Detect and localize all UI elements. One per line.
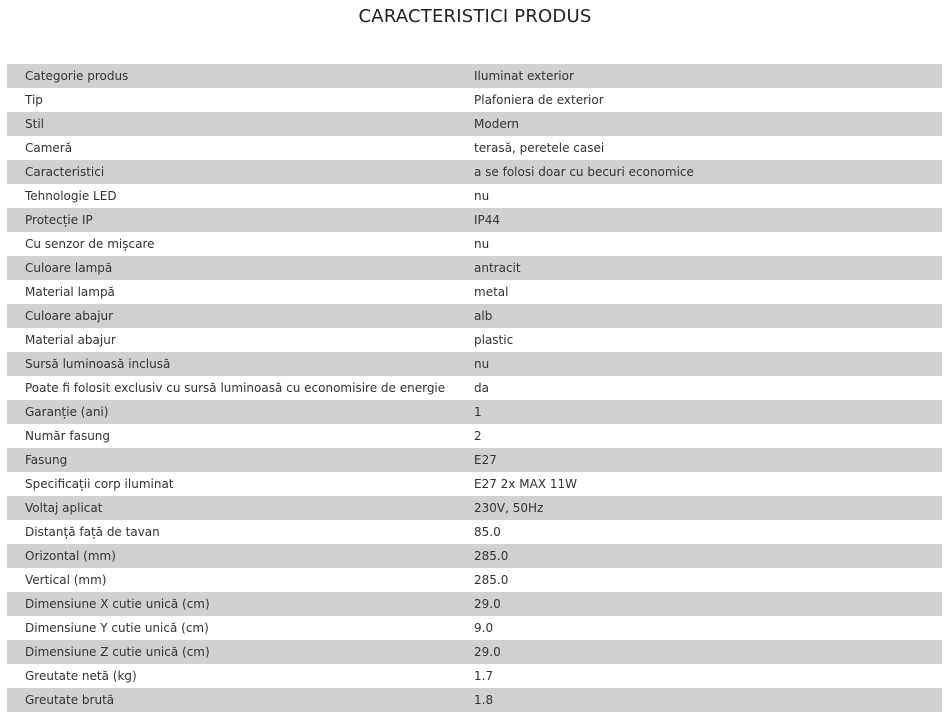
spec-value: metal [474, 285, 509, 299]
spec-label: Specificații corp iluminat [25, 477, 174, 491]
spec-label: Culoare lampă [25, 261, 113, 275]
page-title: CARACTERISTICI PRODUS [358, 6, 592, 27]
spec-value: 1.8 [474, 693, 494, 707]
spec-value: a se folosi doar cu becuri economice [474, 165, 694, 179]
table-row [7, 256, 942, 280]
table-row [7, 688, 942, 712]
spec-label: Fasung [25, 453, 68, 467]
table-row [7, 352, 942, 376]
table-row [7, 64, 942, 88]
spec-value: 230V, 50Hz [474, 501, 544, 515]
table-row [7, 160, 942, 184]
table-row [7, 136, 942, 160]
table-row [7, 376, 942, 400]
table-row [7, 424, 942, 448]
spec-label: Caracteristici [25, 165, 105, 179]
spec-label: Material lampă [25, 285, 115, 299]
spec-label: Vertical (mm) [25, 573, 107, 587]
spec-label: Sursă luminoasă inclusă [25, 357, 171, 371]
spec-value: IP44 [474, 213, 501, 227]
spec-label: Orizontal (mm) [25, 549, 116, 563]
spec-label: Material abajur [25, 333, 116, 347]
table-row [7, 232, 942, 256]
spec-value: Modern [474, 117, 520, 131]
spec-value: alb [474, 309, 493, 323]
table-row [7, 664, 942, 688]
spec-value: 1.7 [474, 669, 494, 683]
spec-value: 285.0 [474, 549, 509, 563]
table-row [7, 448, 942, 472]
spec-label: Tip [25, 93, 43, 107]
spec-value: 29.0 [474, 645, 501, 659]
spec-value: 9.0 [474, 621, 494, 635]
table-row [7, 520, 942, 544]
spec-label: Categorie produs [25, 69, 129, 83]
spec-value: Plafoniera de exterior [474, 93, 604, 107]
spec-value: 29.0 [474, 597, 501, 611]
table-row [7, 112, 942, 136]
table-row [7, 616, 942, 640]
spec-label: Culoare abajur [25, 309, 114, 323]
spec-value: antracit [474, 261, 521, 275]
spec-label: Garanție (ani) [25, 405, 109, 419]
spec-value: E27 2x MAX 11W [474, 477, 577, 491]
spec-label: Poate fi folosit exclusiv cu sursă luminoasă cu economisire de energie [25, 381, 446, 395]
spec-value: nu [474, 357, 490, 371]
spec-label: Dimensiune Y cutie unică (cm) [25, 621, 209, 635]
spec-label: Număr fasung [25, 429, 111, 443]
spec-value: nu [474, 237, 490, 251]
table-row [7, 568, 942, 592]
spec-value: Iluminat exterior [474, 69, 574, 83]
spec-value: plastic [474, 333, 514, 347]
spec-label: Voltaj aplicat [25, 501, 103, 515]
spec-value: 285.0 [474, 573, 509, 587]
spec-value: 2 [474, 429, 482, 443]
table-row [7, 208, 942, 232]
table-row [7, 328, 942, 352]
table-row [7, 472, 942, 496]
spec-value: da [474, 381, 489, 395]
spec-label: Protecție IP [25, 213, 93, 227]
spec-label: Greutate brută [25, 693, 115, 707]
specifications-table [7, 64, 942, 712]
table-row [7, 592, 942, 616]
spec-label: Dimensiune Z cutie unică (cm) [25, 645, 210, 659]
spec-value: 85.0 [474, 525, 501, 539]
table-row [7, 88, 942, 112]
table-row [7, 640, 942, 664]
spec-label: Stil [25, 117, 44, 131]
spec-label: Cameră [25, 141, 73, 155]
spec-label: Dimensiune X cutie unică (cm) [25, 597, 210, 611]
spec-value: E27 [474, 453, 497, 467]
table-row [7, 544, 942, 568]
spec-value: terasă, peretele casei [474, 141, 605, 155]
table-row [7, 280, 942, 304]
table-row [7, 400, 942, 424]
table-row [7, 496, 942, 520]
spec-label: Tehnologie LED [25, 189, 117, 203]
table-row [7, 304, 942, 328]
spec-label: Greutate netă (kg) [25, 669, 137, 683]
spec-value: 1 [474, 405, 482, 419]
spec-value: nu [474, 189, 490, 203]
spec-label: Cu senzor de mișcare [25, 237, 155, 251]
spec-label: Distanță față de tavan [25, 525, 160, 539]
table-row [7, 184, 942, 208]
